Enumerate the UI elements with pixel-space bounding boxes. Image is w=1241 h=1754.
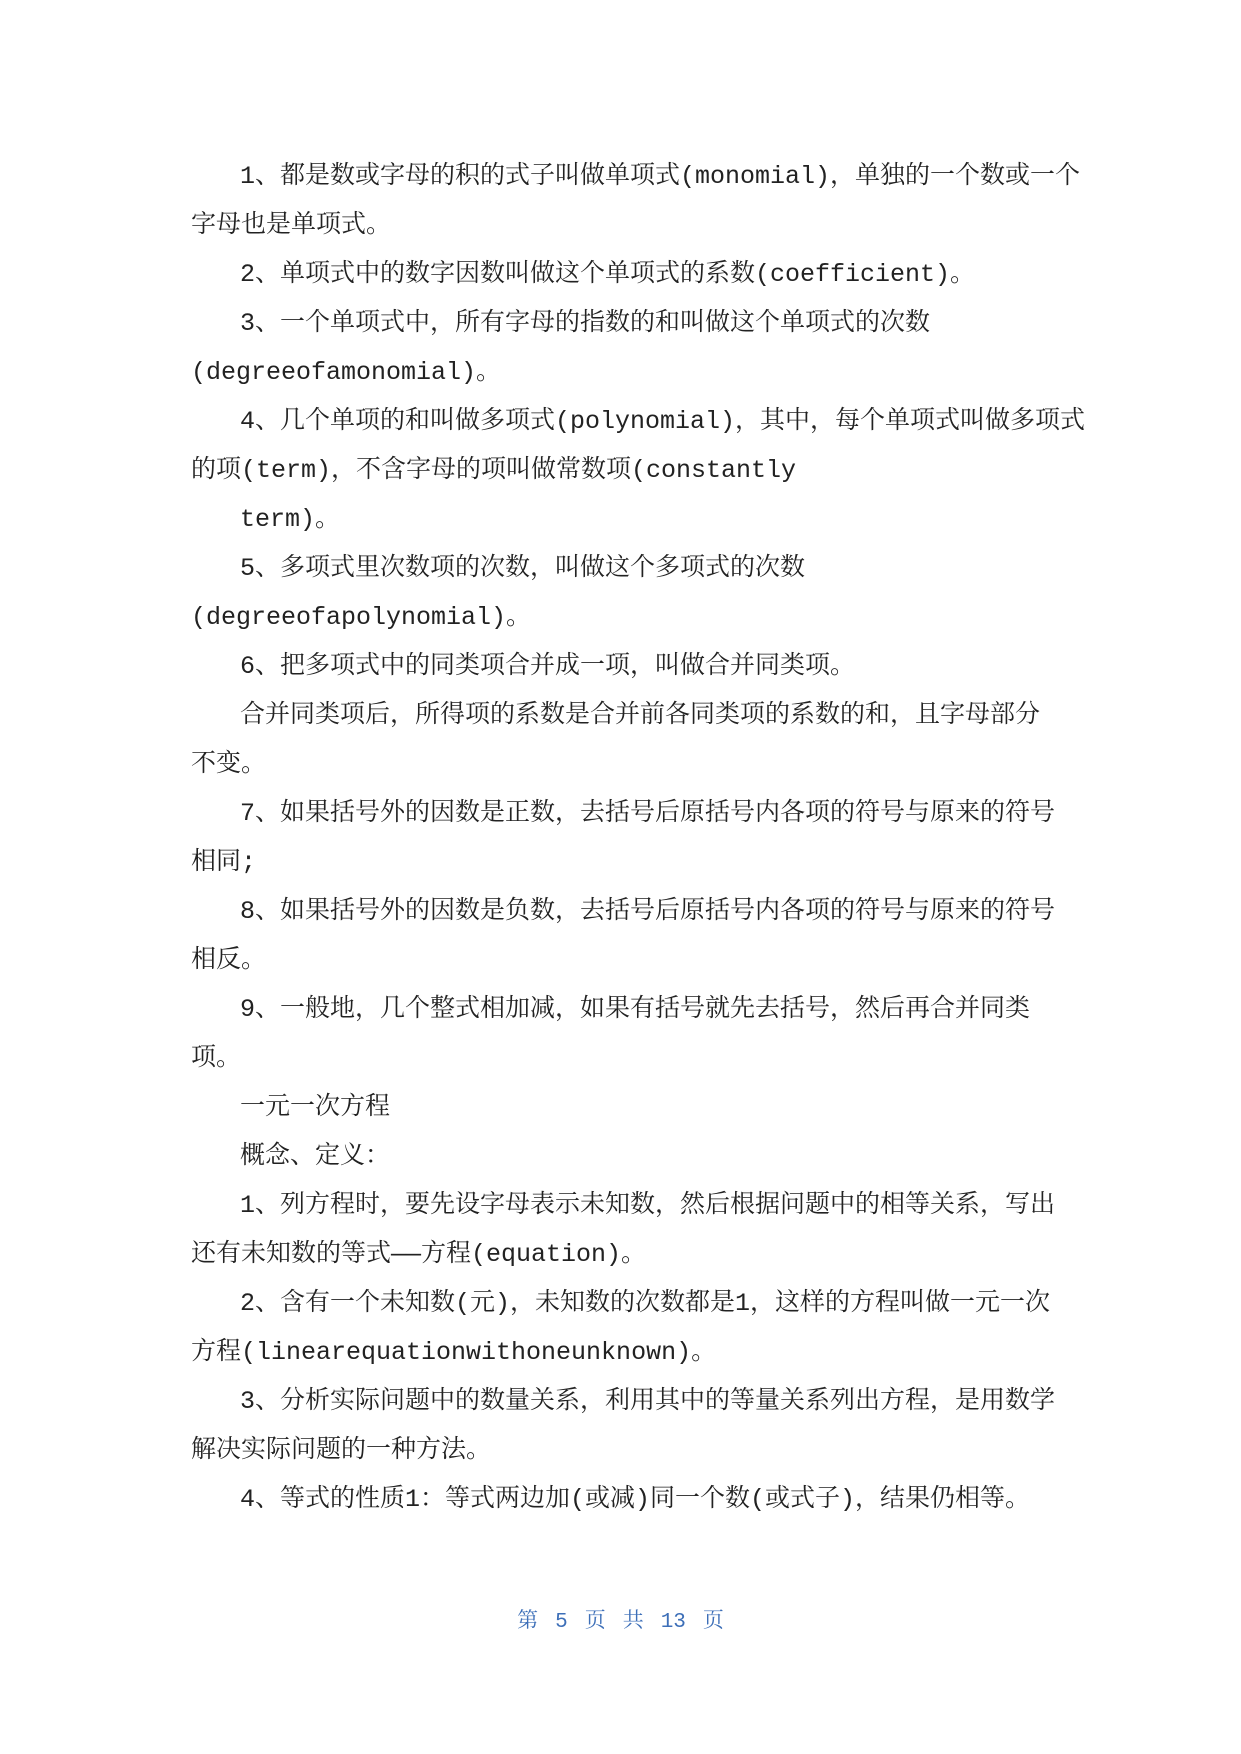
paragraph: [191, 495, 1091, 544]
text-line: 9、一般地，几个整式相加减，如果有括号就先去括号，然后再合并同类: [240, 995, 1031, 1024]
text-line: 项。: [191, 1044, 242, 1073]
text-line: 相反。: [191, 946, 267, 975]
paragraph: [191, 985, 1091, 1083]
footer-label-di: 第: [517, 1611, 539, 1634]
text-line: 概念、定义：: [240, 1142, 391, 1171]
document-body: [191, 152, 1091, 1524]
paragraph: [191, 1475, 1091, 1524]
text-line: (degreeofapolynomial)。: [191, 603, 532, 632]
paragraph: [191, 887, 1091, 985]
total-page-count: 13: [660, 1611, 686, 1634]
current-page-number: 5: [555, 1611, 568, 1634]
text-line: 合并同类项后，所得项的系数是合并前各同类项的系数的和，且字母部分: [240, 701, 1041, 730]
footer-label-gong: 共: [622, 1611, 644, 1634]
text-line: 解决实际问题的一种方法。: [191, 1436, 492, 1465]
text-line: 一元一次方程: [240, 1093, 391, 1122]
page-footer: [0, 1608, 1241, 1638]
text-line: 4、等式的性质1：等式两边加(或减)同一个数(或式子)，结果仍相等。: [240, 1485, 1031, 1514]
text-line: 8、如果括号外的因数是负数，去括号后原括号内各项的符号与原来的符号: [240, 897, 1056, 926]
text-line: 3、一个单项式中，所有字母的指数的和叫做这个单项式的次数: [240, 309, 931, 338]
text-line: 还有未知数的等式——方程(equation)。: [191, 1240, 647, 1269]
paragraph: [191, 544, 1091, 642]
text-line: 6、把多项式中的同类项合并成一项，叫做合并同类项。: [240, 652, 856, 681]
paragraph: [191, 1279, 1091, 1377]
text-line: 5、多项式里次数项的次数，叫做这个多项式的次数: [240, 554, 806, 583]
paragraph: [191, 789, 1091, 887]
paragraph: [191, 152, 1091, 250]
text-line: 4、几个单项的和叫做多项式(polynomial)，其中，每个单项式叫做多项式: [240, 407, 1086, 436]
paragraph: [191, 299, 1091, 397]
text-line: 7、如果括号外的因数是正数，去括号后原括号内各项的符号与原来的符号: [240, 799, 1056, 828]
footer-label-ye-end: 页: [702, 1611, 724, 1634]
text-line: 3、分析实际问题中的数量关系，利用其中的等量关系列出方程，是用数学: [240, 1387, 1056, 1416]
text-line: 的项(term)，不含字母的项叫做常数项(constantly: [191, 456, 797, 485]
text-line: 相同;: [191, 848, 257, 877]
text-line: 字母也是单项式。: [191, 211, 392, 240]
text-line: 不变。: [191, 750, 267, 779]
text-line: 1、列方程时，要先设字母表示未知数，然后根据问题中的相等关系，写出: [240, 1191, 1056, 1220]
paragraph: [191, 397, 1091, 495]
paragraph: [191, 1377, 1091, 1475]
text-line: (degreeofamonomial)。: [191, 358, 502, 387]
paragraph: [191, 642, 1091, 691]
paragraph: [191, 691, 1091, 789]
text-line: 方程(linearequationwithoneunknown)。: [191, 1338, 717, 1367]
text-line: 2、单项式中的数字因数叫做这个单项式的系数(coefficient)。: [240, 260, 976, 289]
text-line: 1、都是数或字母的积的式子叫做单项式(monomial)，单独的一个数或一个: [240, 162, 1081, 191]
paragraph: [191, 1181, 1091, 1279]
paragraph: [191, 250, 1091, 299]
text-line: 2、含有一个未知数(元)，未知数的次数都是1，这样的方程叫做一元一次: [240, 1289, 1051, 1318]
text-line: term)。: [240, 505, 341, 534]
footer-label-ye: 页: [584, 1611, 606, 1634]
paragraph: [191, 1132, 1091, 1181]
paragraph: [191, 1083, 1091, 1132]
